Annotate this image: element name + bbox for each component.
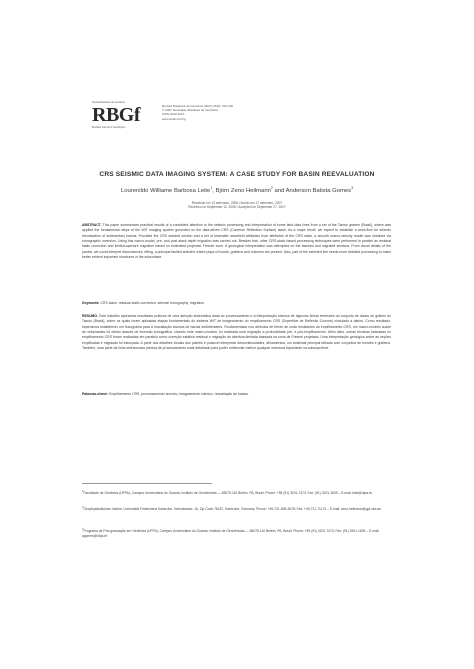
journal-citation xyxy=(162,104,302,121)
abstract xyxy=(82,223,391,260)
footnote-text: Programa de Pós-graduação em Geofísica (UFPA), Campus Universitário do Guamá, Instituto de Geociências — 66075-110 Belém, PA, Brazil. Phone: +55 (91) 3201-7473; Fax: (91) 3201-1609 – E-mail: agomes@ufpa.br xyxy=(82,529,380,539)
copyright-line: © 2007 Sociedade Brasileira de Geofísica xyxy=(162,108,218,113)
palavras-label: Palavras-chave: xyxy=(82,392,109,396)
keywords-text: CRS stack, residual static correction, seismic tomography, migration. xyxy=(100,301,205,305)
abstract-label: ABSTRACT. xyxy=(82,223,102,227)
issn-line: ISSN 0102-261X xyxy=(162,112,185,117)
footnote-divider xyxy=(82,483,212,484)
author-name: Björn Zeno Heilmann xyxy=(215,187,271,194)
abstract-text: This paper summarizes practical results of a consistent attention to the seismic processing and interpretation of some land data lines from a set of the Tacutu graben (Brazil), where was applied the fundamental steps of the WIT imaging system grounded on the data-driven CRS (Common Reflection Surface) stack. As a major result, we expect to establish a work-flow for seismic reevaluation of sedimentary basins. Provided the CRS stacked section and a set of kinematic wavefield attributes from attributes of the CRS stack, a smooth macro-velocity model was obtained via tomographic inversion. Using this macro-model, pre- and post-stack depth migration was carried out. Besides that, other CRS-stack based processing techniques were performed in parallel as residual static correction and limited-aperture migration based on estimated projected Fresnel zone. A geological interpretation was attempted on the stacked and migrated sections. From visual details of the panels, we could interpret discordances, rifting, a principal faulted anticline where plays of horsts, grabens and rollovers are present. Also, part of the selected line needs more detailed processing to make better evident important structures in the subsurface. xyxy=(82,223,391,260)
resumo xyxy=(82,314,391,351)
dates-english: Received on September 12, 2006 / Accepted on September 27, 2007 xyxy=(188,205,286,210)
logo-wordmark: RBGf xyxy=(92,104,140,126)
website-line: www.scielo.br/rbg xyxy=(162,116,186,121)
logo-top-caption: Revista Brasileira de Geofísica xyxy=(92,101,125,104)
author-name: Lourenildo Williame Barbosa Leite xyxy=(120,187,211,194)
author-name: Anderson Batista Gomes xyxy=(285,187,352,194)
footnote xyxy=(82,489,391,496)
author-affiliation-mark: 1 xyxy=(210,186,213,190)
footnote-text: Faculdade de Geofísica (UFPA), Campus Universitário do Guamá, Instituto de Geociências — 66075-110 Belém, PA, Brazil. Phone: +55 (91) 3201-7473; Fax: (91) 3201-1609 – E-mail: leite@ufpa.br xyxy=(83,491,373,496)
author-separator: and xyxy=(272,187,286,194)
dates-portuguese: Recebido em 12 setembro, 2006 / Aceito em 27 setembro, 2007 xyxy=(191,201,283,205)
logo-bottom-caption: Brazilian Journal of Geophysics xyxy=(92,126,126,129)
footnote-mark: 3 xyxy=(82,528,84,531)
keywords-label: Keywords: xyxy=(82,301,100,305)
paper-title: CRS SEISMIC DATA IMAGING SYSTEM: A CASE STUDY FOR BASIN REEVALUATION xyxy=(99,171,375,178)
author-affiliation-mark: 3 xyxy=(351,186,354,190)
palavras-text: Empilhamento CRS, processamento sísmico, imageamento sísmico, reavaliação de bacias. xyxy=(109,392,249,396)
footnote-mark: 2 xyxy=(82,506,84,509)
journal-logo xyxy=(92,101,152,129)
submission-dates xyxy=(60,201,414,210)
footnote xyxy=(82,527,391,540)
footnote-text: Geophysikalisches Institut, Universität Fridericiana Karlsruhe, Hertzstrasse, 16, Zip Code 76187, Karlsruhe, Germany. Phone: +49-721-608-4578; Fax: +49-721-71173 – E-mail: zeno.heilmann@gpi.uka.de xyxy=(83,507,381,512)
footnote-mark: 1 xyxy=(82,490,84,493)
footnote xyxy=(82,505,391,512)
keywords xyxy=(82,301,391,306)
author-separator: , xyxy=(212,187,216,194)
author-list xyxy=(60,186,414,194)
citation-line: Revista Brasileira de Geofísica (2007) 25(3): 321-336 xyxy=(162,104,234,108)
resumo-text: Este trabalho apresenta resultados práticos de uma atenção sistemática dada ao processamento e à interpretação sísmica de algumas linhas terrestres do conjunto de dados do gráben do Tacutu (Brasil), sobre os quais foram aplicadas etapas fundamentais do sistema WIT de imageamento do empilhamento CRS (Superfície de Reflexão Comum) vinculado a dados. Como resultado, esperamos estabelecer um fluxograma para a reavaliação sísmica de bacias sedimentares. Fundamentado nos atributos de frente de onda resultantes do empilhamento CRS, um macro-modelo suave de velocidades foi obtido através de inversão tomográfica. Usando este macro-modelo, foi realizada uma migração a profundidade pré- e pós-empilhamento. Além disto, outras técnicas baseadas no empilhamento CRS foram realizadas em paralelo como correção estática residual e migração de abertura-limitada baseada na zona de Fresnel projetada. Uma interpretação geológica sobre as seções empilhadas e migradas foi esboçada. A partir dos detalhes visuais dos painéis é possível interpretar descontinuidades, afinamentos, um anticlinal principal falhado com conjuntos de horstes e grábens. Também, uma parte da linha selecionada precisa de processamento mais detalhado para poder evidenciar melhor qualquer estrutura importante na subsuperfície. xyxy=(82,314,391,351)
author-affiliation-mark: 2 xyxy=(270,186,273,190)
resumo-label: RESUMO. xyxy=(82,314,99,318)
palavras-chave xyxy=(82,392,391,397)
